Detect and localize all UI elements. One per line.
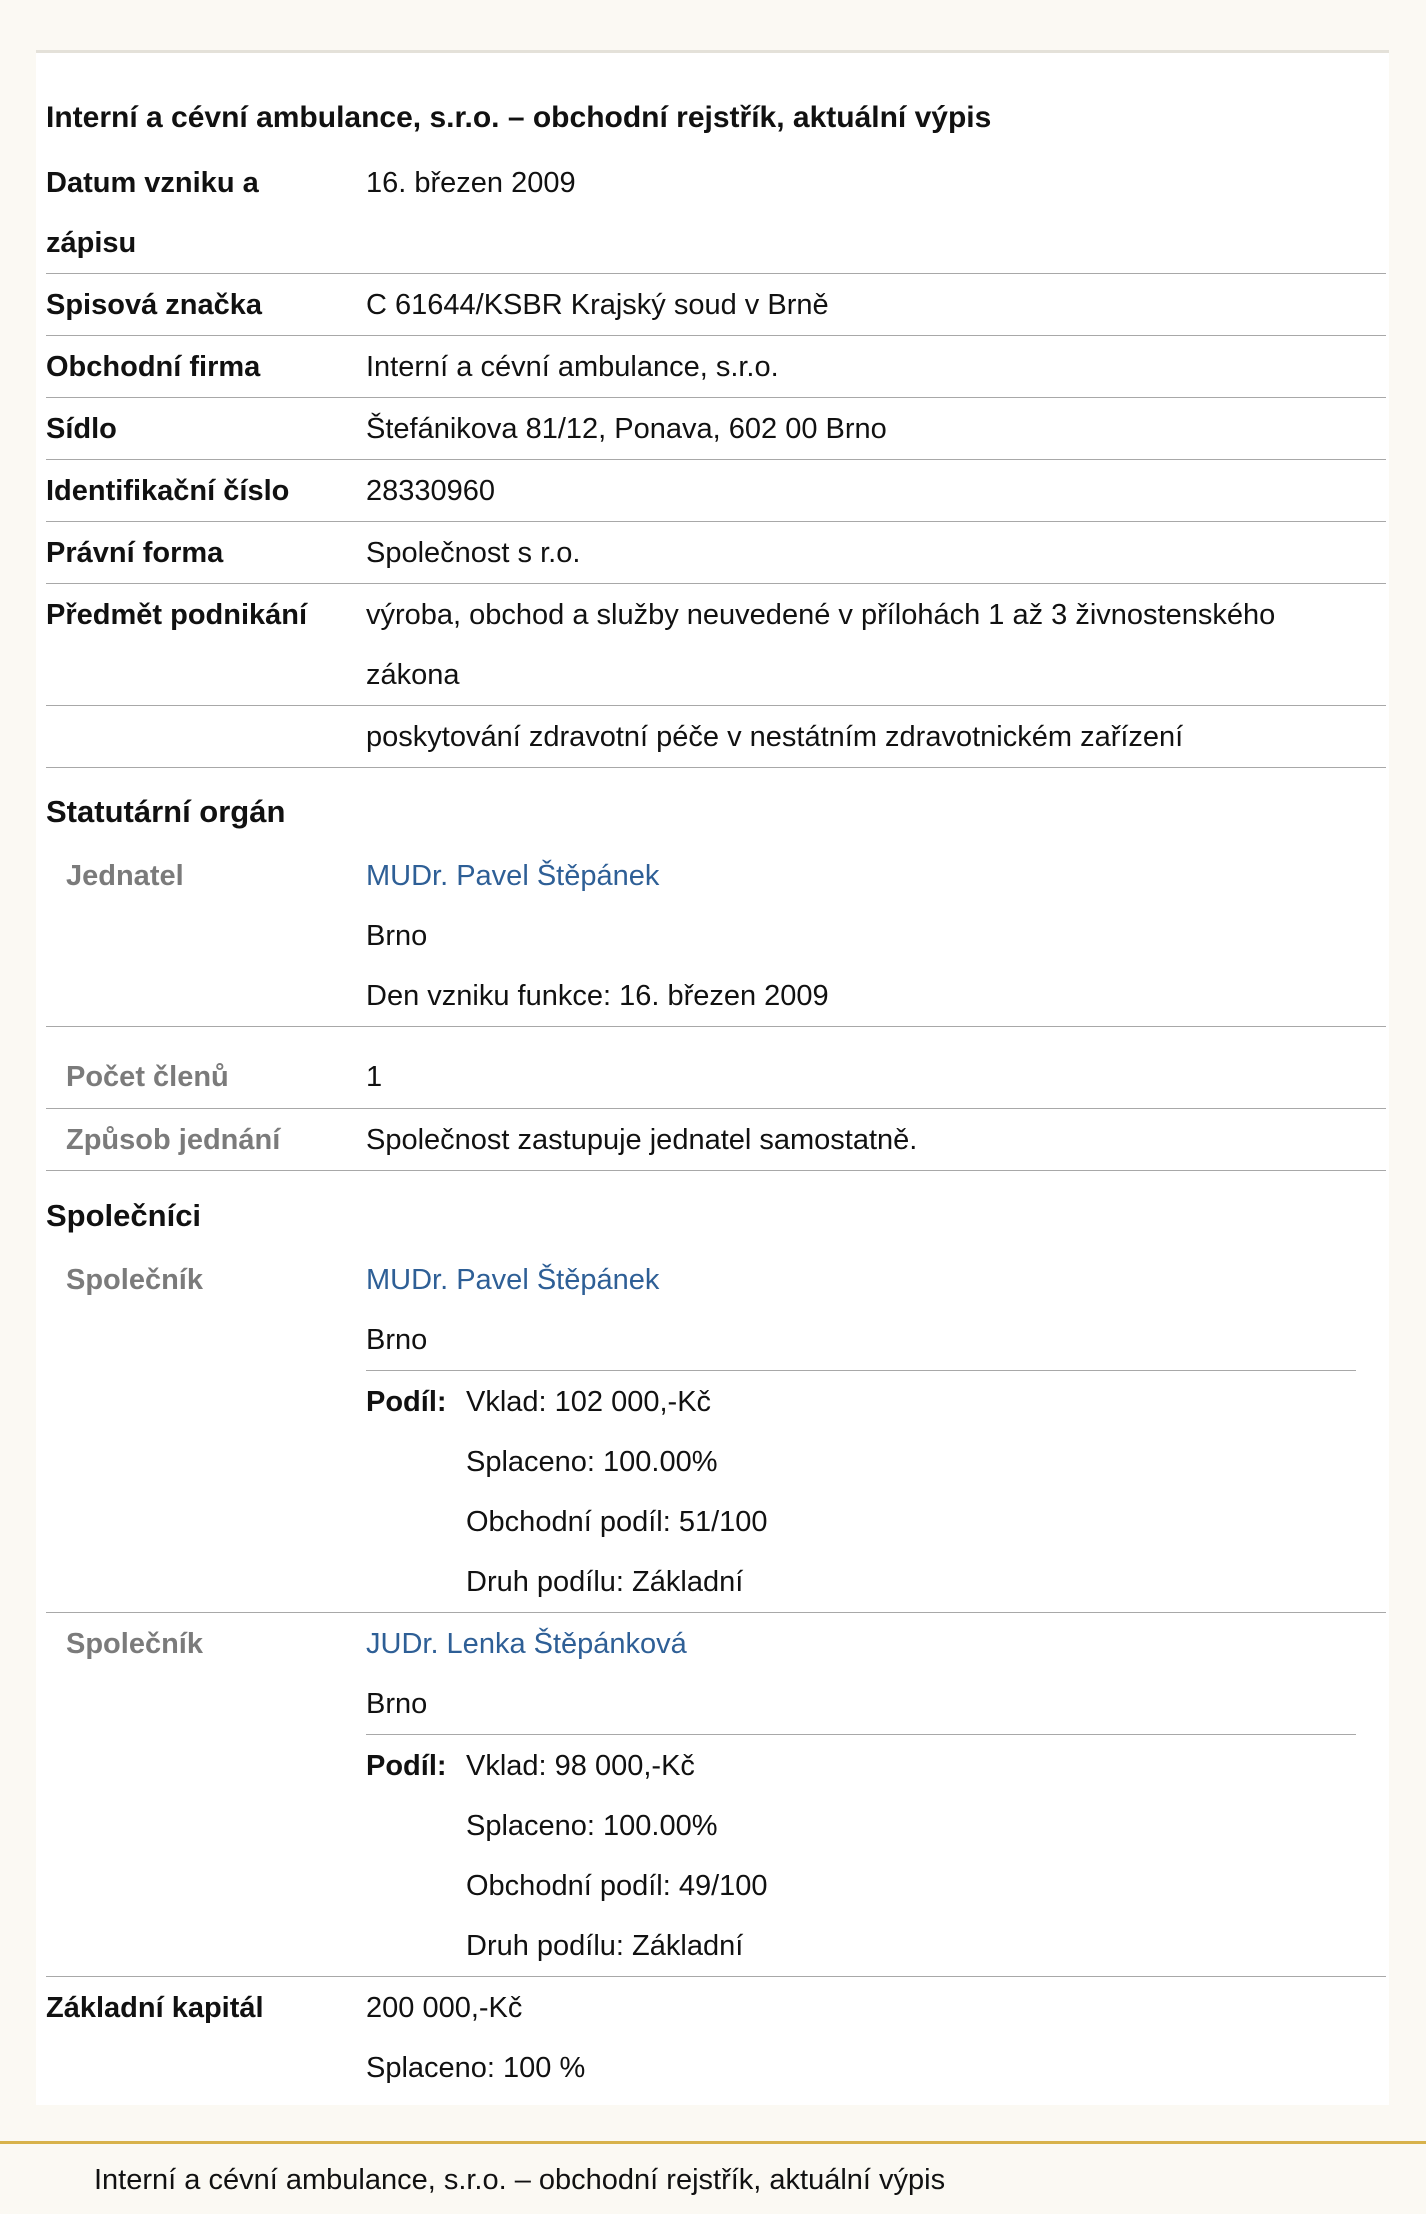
pocet-value: 1 (366, 1061, 383, 1093)
footer-divider (0, 2141, 1426, 2144)
datum-label-2: zápisu (46, 227, 137, 259)
podil-druh: Druh podílu: Základní (466, 1566, 744, 1598)
divider (46, 705, 1386, 706)
spolecnik-name-link[interactable]: JUDr. Lenka Štěpánková (366, 1628, 687, 1660)
zpusob-value: Společnost zastupuje jednatel samostatně. (366, 1124, 918, 1156)
page-title: Interní a cévní ambulance, s.r.o. – obchodní rejstřík, aktuální výpis (46, 101, 992, 134)
spolecnik-label: Společník (66, 1628, 203, 1660)
spolecnik-city: Brno (366, 1324, 428, 1356)
divider (46, 583, 1386, 584)
datum-value: 16. březen 2009 (366, 167, 576, 199)
datum-label: Datum vzniku a (46, 167, 259, 199)
divider (46, 397, 1386, 398)
predmet-label: Předmět podnikání (46, 599, 308, 631)
jednatel-city: Brno (366, 920, 428, 952)
spolecnik-city: Brno (366, 1688, 428, 1720)
sidlo-value: Štefánikova 81/12, Ponava, 602 00 Brno (366, 413, 887, 445)
spisova-value: C 61644/KSBR Krajský soud v Brně (366, 289, 829, 321)
footer-title: Interní a cévní ambulance, s.r.o. – obchodní rejstřík, aktuální výpis (94, 2164, 946, 2196)
divider (46, 1976, 1386, 1977)
firma-label: Obchodní firma (46, 351, 261, 383)
kapital-label: Základní kapitál (46, 1992, 264, 2024)
pravni-value: Společnost s r.o. (366, 537, 581, 569)
divider (46, 767, 1386, 768)
divider (366, 1370, 1356, 1371)
divider (46, 335, 1386, 336)
podil-label: Podíl: (366, 1386, 447, 1418)
spolecnici-heading: Společníci (46, 1198, 202, 1233)
kapital-value: 200 000,-Kč (366, 1992, 523, 2024)
ico-label: Identifikační číslo (46, 475, 290, 507)
jednatel-since: Den vzniku funkce: 16. březen 2009 (366, 980, 829, 1012)
spisova-label: Spisová značka (46, 289, 262, 321)
spolecnik-label: Společník (66, 1264, 203, 1296)
spolecnik-name-link[interactable]: MUDr. Pavel Štěpánek (366, 1264, 660, 1296)
predmet-value-2: poskytování zdravotní péče v nestátním zdravotnickém zařízení (366, 721, 1184, 753)
divider (46, 1170, 1386, 1171)
divider (366, 1734, 1356, 1735)
podil-druh: Druh podílu: Základní (466, 1930, 744, 1962)
divider (46, 1026, 1386, 1027)
jednatel-label: Jednatel (66, 860, 184, 892)
divider (46, 273, 1386, 274)
divider (46, 1612, 1386, 1613)
podil-vklad: Vklad: 98 000,-Kč (466, 1750, 695, 1782)
podil-obchodni: Obchodní podíl: 49/100 (466, 1870, 768, 1902)
pravni-label: Právní forma (46, 537, 224, 569)
pocet-label: Počet členů (66, 1061, 229, 1093)
sidlo-label: Sídlo (46, 413, 117, 445)
podil-obchodni: Obchodní podíl: 51/100 (466, 1506, 768, 1538)
podil-label: Podíl: (366, 1750, 447, 1782)
podil-vklad: Vklad: 102 000,-Kč (466, 1386, 712, 1418)
predmet-value-1: výroba, obchod a služby neuvedené v přílohách 1 až 3 živnostenského (366, 599, 1276, 631)
statutarni-heading: Statutární orgán (46, 794, 286, 829)
ico-value: 28330960 (366, 475, 496, 507)
divider (46, 459, 1386, 460)
zpusob-label: Způsob jednání (66, 1124, 281, 1156)
kapital-splaceno: Splaceno: 100 % (366, 2052, 586, 2084)
divider (46, 1108, 1386, 1109)
firma-value: Interní a cévní ambulance, s.r.o. (366, 351, 779, 383)
predmet-value-1-cont: zákona (366, 659, 460, 691)
podil-splaceno: Splaceno: 100.00% (466, 1810, 718, 1842)
divider (46, 521, 1386, 522)
jednatel-name-link[interactable]: MUDr. Pavel Štěpánek (366, 860, 660, 892)
podil-splaceno: Splaceno: 100.00% (466, 1446, 718, 1478)
